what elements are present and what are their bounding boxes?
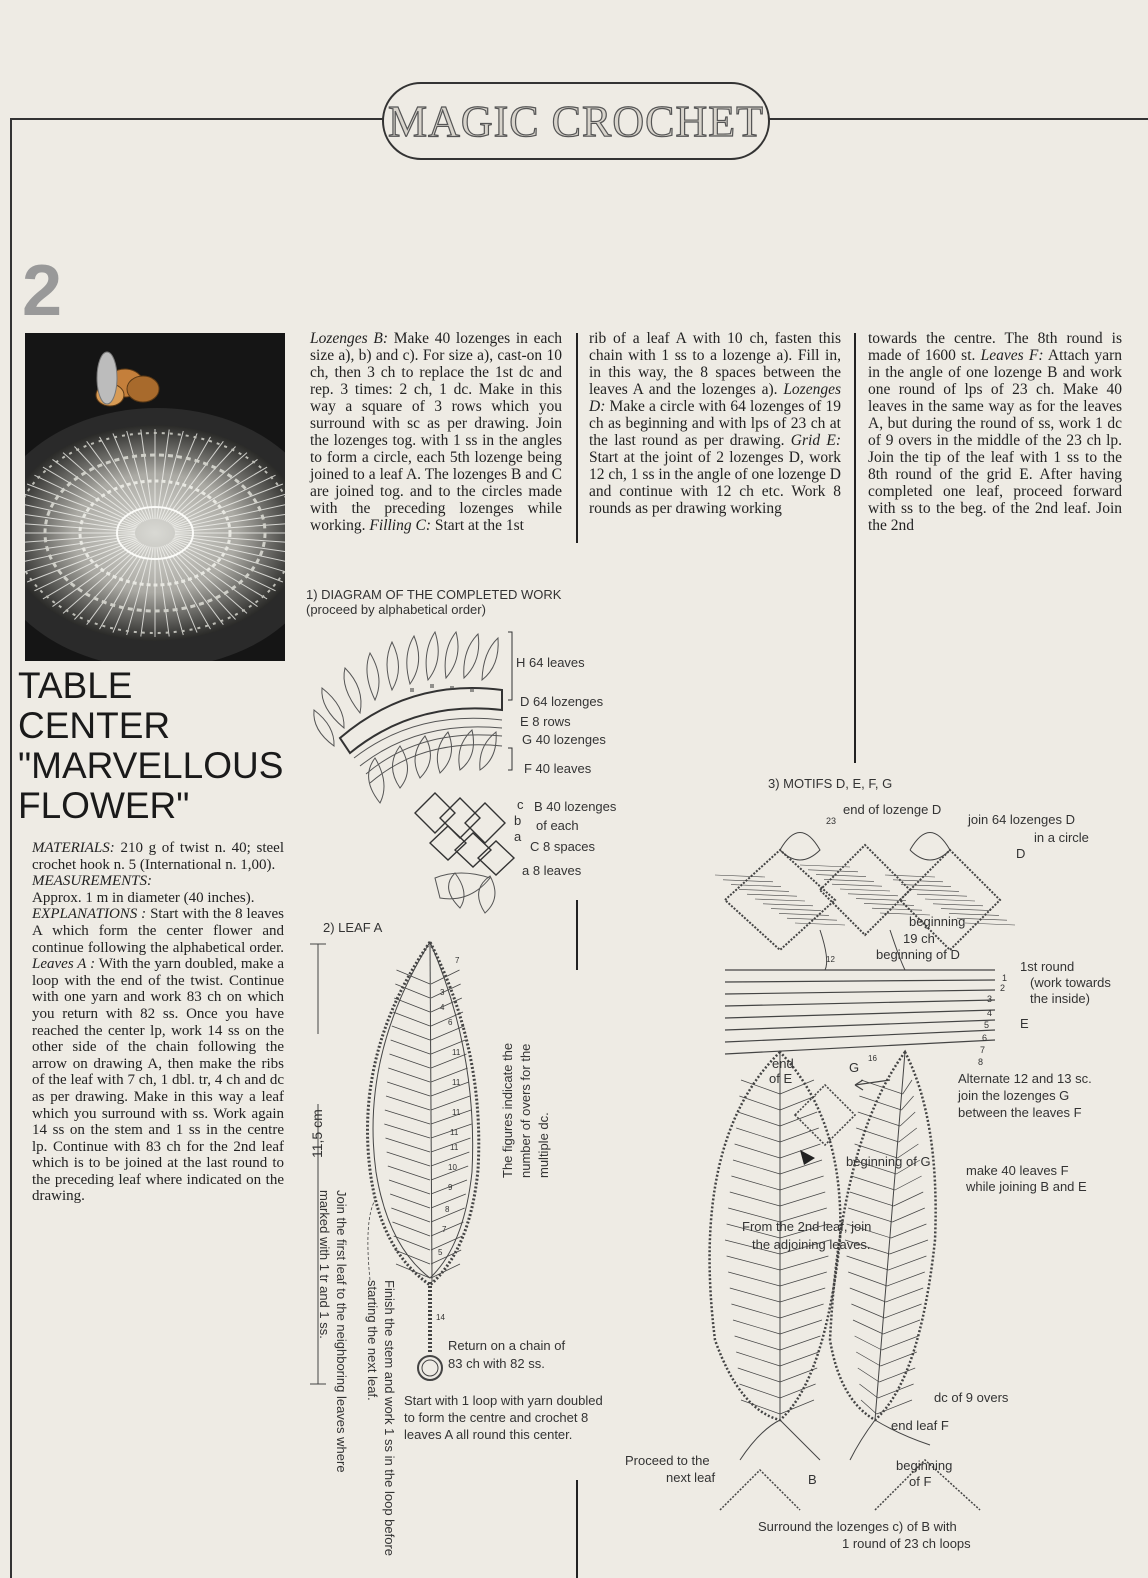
leaf-size-label: 11,5 cm: [309, 1109, 325, 1158]
motif-end-leaf-f: end leaf F: [891, 1418, 949, 1433]
col3-text-1: towards the centre. The 8th round is made of 1600 st.: [868, 330, 1122, 364]
doily-photo: [25, 333, 285, 661]
grid-row-7: 7: [980, 1045, 986, 1055]
start-note: [404, 1392, 603, 1443]
explanations-text: Start with the 8 leaves A which form the center flower and continue following the alphabetical order.: [32, 906, 284, 956]
leaf-a-num-5: 5: [438, 1248, 443, 1257]
col2-text-2: Make a circle with 64 lozenges of 19 ch as beginning and with lps of 23 ch at the last round as per drawing.: [589, 398, 842, 449]
project-title-line-3: "MARVELLOUS: [18, 745, 284, 786]
grid-row-2: 2: [1000, 983, 1006, 993]
motif-make-40: make 40 leaves F: [966, 1163, 1069, 1178]
filling-c-text: Start at the 1st: [434, 517, 524, 534]
grid-row-6: 6: [982, 1033, 988, 1043]
start-note-line-3: leaves A all round this center.: [404, 1427, 573, 1442]
page-frame-left: [10, 118, 12, 1578]
motif-g-mark: G: [849, 1060, 860, 1075]
motif-b-mark: B: [808, 1472, 817, 1487]
lozenges-d-heading: Lozenges D:: [589, 381, 842, 415]
leaf-a-num-11a: 11: [452, 1048, 461, 1057]
explanations-heading: EXPLANATIONS :: [32, 906, 147, 923]
measurements-text: Approx. 1 m in diameter (40 inches).: [32, 889, 255, 906]
grid-num-16: 16: [868, 1054, 877, 1063]
grid-row-5: 5: [984, 1020, 990, 1030]
leaves-a-text: With the yarn doubled, make a loop with the end of the twist. Continue with one yarn and work 83 ch on which you return with 82 ss. Once you have reached the center lp, work 14 ss on the other side of the chain following the arrow on drawing A, then make the ribs of the leaf with 7 ch, 1 dbl. tr, 4 ch and dc as per drawing. Make in this way a leaf which you surround with ss. Work again 14 ss on the stem and 1 ss in the centre lp. Continue with 83 ch for the 2nd leaf which is to be joined at the last round to the preceding leaf where indicated on the drawing.: [32, 956, 284, 1205]
motif-surround-1: Surround the lozenges c) of B with: [758, 1519, 957, 1534]
grid-e-heading: Grid E:: [790, 432, 841, 449]
diagram1-label-c: C 8 spaces: [530, 839, 596, 854]
return-note: [448, 1337, 565, 1373]
diagram1-caption-line-2: (proceed by alphabetical order): [306, 602, 486, 617]
motif-from-2nd: From the 2nd leaf, join: [742, 1219, 872, 1234]
start-note-line-1: Start with 1 loop with yarn doubled: [404, 1393, 603, 1408]
col2-text-1: rib of a leaf A with 10 ch, fasten this chain with 1 ss to a lozenge a). Fill in, in this way, the 8 spaces between the leaves A and the lozenges a).: [589, 330, 841, 398]
leaf-a-num-11b: 11: [452, 1078, 461, 1087]
col2-text-3: Start at the joint of 2 lozenges D, work 12 ch, 1 ss in the angle of one lozenge D and continue with 12 ch etc. Work 8 rounds as per drawing working: [589, 449, 841, 517]
diagram1-label-abc-b: b: [514, 813, 522, 828]
leaf-a-num-14: 14: [436, 1313, 445, 1322]
motif-num-23: 23: [826, 816, 837, 826]
project-title-line-4: FLOWER": [18, 785, 190, 826]
grid-row-1: 1: [1002, 973, 1008, 983]
lozenges-b-text: Make 40 lozenges in each size a), b) and c). For size a), cast-on 10 ch, then 3 ch to replace the 1st dc and rep. 3 times: 2 ch, 1 dc. Make in this way a square of 3 rows which you surround with sc as per drawing. Join the lozenges tog. with 1 ss in the angles to form a circle, each 5th lozenge being joined to a leaf A. The lozenges B and C are joined tog. and to the circles made with the preceding lozenges while working.: [310, 330, 563, 534]
lozenges-b-heading: Lozenges B:: [310, 330, 389, 347]
header-rule-left: [10, 118, 384, 120]
leaf-a-num-11d: 11: [450, 1128, 459, 1137]
motif-while-joining: while joining B and E: [966, 1179, 1087, 1194]
leaf-a-num-4: 4: [440, 1003, 445, 1012]
leaf-a-num-6: 6: [448, 1018, 453, 1027]
instructions-left: [32, 840, 284, 1205]
motif-of-f: of F: [909, 1474, 932, 1489]
motif-of-e: of E: [769, 1071, 793, 1086]
diagram1-caption-line-1: 1) DIAGRAM OF THE COMPLETED WORK: [306, 587, 562, 602]
diagram1-label-a: a 8 leaves: [522, 863, 582, 878]
diagram1-label-abc-a: a: [514, 829, 522, 844]
col3-text-2: Attach yarn in the angle of one lozenge B and work one round of lps of 23 ch. Make 40 leaves in the same way as for the leaves A, but during the round of ss, work 1 dc of 9 overs in the middle of the 23 ch lp. Join the tip of the leaf with 1 ss to the 8th round of the grid E. After having completed one leaf, proceed forward with ss to the beg. of the 2nd leaf. Join the 2nd: [868, 347, 1122, 534]
diagram1-label-b2: of each: [536, 818, 579, 833]
motif-beginning: beginning: [909, 914, 966, 929]
motif-join-64: join 64 lozenges D: [968, 812, 1075, 827]
column-divider-4: [576, 1480, 578, 1578]
motif-beginning-g: beginning of G: [846, 1154, 931, 1169]
motif-end: end: [772, 1056, 794, 1071]
motif-work-towards: (work towards: [1030, 975, 1111, 990]
diagram3-caption: 3) MOTIFS D, E, F, G: [768, 776, 893, 791]
instructions-col-3: [868, 330, 1122, 534]
leaf-a-num-8: 8: [445, 1205, 450, 1214]
grid-row-3: 3: [987, 994, 993, 1004]
return-note-line-1: Return on a chain of: [448, 1338, 566, 1353]
motif-19ch: 19 ch: [903, 931, 935, 946]
pattern-number: 2: [22, 251, 63, 331]
leaf-a-num-7b: 7: [442, 1225, 447, 1234]
diagram1-caption: [306, 587, 561, 617]
join-note: Join the first leaf to the neighboring leaves where marked with 1 tr and 1 ss.: [317, 1190, 349, 1473]
motif-between-f: between the leaves F: [958, 1105, 1082, 1120]
motif-first-round: 1st round: [1020, 959, 1075, 974]
leaf-a-num-3: 3: [440, 988, 445, 997]
motif-the-inside: the inside): [1030, 991, 1090, 1006]
doily-photo-image: [25, 333, 285, 661]
instructions-col-1: [310, 330, 562, 534]
grid-row-4: 4: [987, 1008, 993, 1018]
motif-end-lozenge-d: end of lozenge D: [843, 802, 942, 817]
leaf-a-num-11e: 11: [450, 1143, 459, 1152]
project-title: [18, 666, 308, 826]
start-note-line-2: to form the centre and crochet 8: [404, 1410, 589, 1425]
motif-proceed: Proceed to the: [625, 1453, 710, 1468]
return-note-line-2: 83 ch with 82 ss.: [448, 1356, 545, 1371]
column-divider-1: [576, 333, 578, 543]
filling-c-heading: Filling C:: [369, 517, 431, 534]
motif-beginning-f: beginning: [896, 1458, 953, 1473]
grid-row-8: 8: [978, 1057, 984, 1067]
motif-adjoining: the adjoining leaves.: [752, 1237, 871, 1252]
finish-note: Finish the stem and work 1 ss in the loop before starting the next leaf.: [365, 1280, 397, 1557]
leaves-f-heading: Leaves F:: [980, 347, 1044, 364]
diagram1-label-e: E 8 rows: [520, 714, 571, 729]
motif-d-mark: D: [1016, 846, 1026, 861]
leaf-a-num-9: 9: [448, 1183, 453, 1192]
grid-num-12: 12: [826, 955, 835, 964]
overs-note-line: The figures indicate the number of overs for the multiple dc.: [500, 1042, 551, 1178]
column-divider-2: [854, 333, 856, 763]
measurements-heading: MEASUREMENTS:: [32, 873, 152, 890]
instructions-col-2: [589, 330, 841, 517]
materials-text: 210 g of twist n. 40; steel crochet hook n. 5 (International n. 1,00).: [32, 840, 285, 873]
materials-heading: MATERIALS:: [32, 840, 115, 856]
motif-alternate: Alternate 12 and 13 sc.: [958, 1071, 1092, 1086]
leaves-a-heading: Leaves A :: [32, 956, 96, 973]
leaf-a-num-7: 7: [455, 956, 460, 965]
motif-dc9: dc of 9 overs: [934, 1390, 1009, 1405]
diagram1-label-d: D 64 lozenges: [520, 694, 604, 709]
diagram2-caption: 2) LEAF A: [323, 920, 383, 935]
diagram1-label-b: B 40 lozenges: [534, 799, 617, 814]
motif-next-leaf: next leaf: [666, 1470, 716, 1485]
motif-beginning-d: beginning of D: [876, 947, 960, 962]
diagram1-label-abc-c: c: [517, 797, 524, 812]
project-title-line-2: CENTER: [18, 705, 171, 746]
leaf-a-num-10: 10: [448, 1163, 457, 1172]
motif-join-g: join the lozenges G: [958, 1088, 1070, 1103]
leaf-a-num-11c: 11: [452, 1108, 461, 1117]
diagram1-label-g: G 40 lozenges: [522, 732, 606, 747]
column-divider-3: [576, 900, 578, 970]
motif-e-mark: E: [1020, 1016, 1029, 1031]
diagram1-label-f: F 40 leaves: [524, 761, 592, 776]
magazine-title: MAGIC CROCHET: [387, 96, 765, 146]
motif-surround-2: 1 round of 23 ch loops: [842, 1536, 971, 1551]
motif-in-circle: in a circle: [1034, 830, 1089, 845]
project-title-line-1: TABLE: [18, 665, 133, 706]
header-banner: [382, 82, 770, 160]
diagram1-label-h: H 64 leaves: [516, 655, 585, 670]
header-rule-right: [766, 118, 1148, 120]
diagram1-drawing: [320, 628, 550, 918]
